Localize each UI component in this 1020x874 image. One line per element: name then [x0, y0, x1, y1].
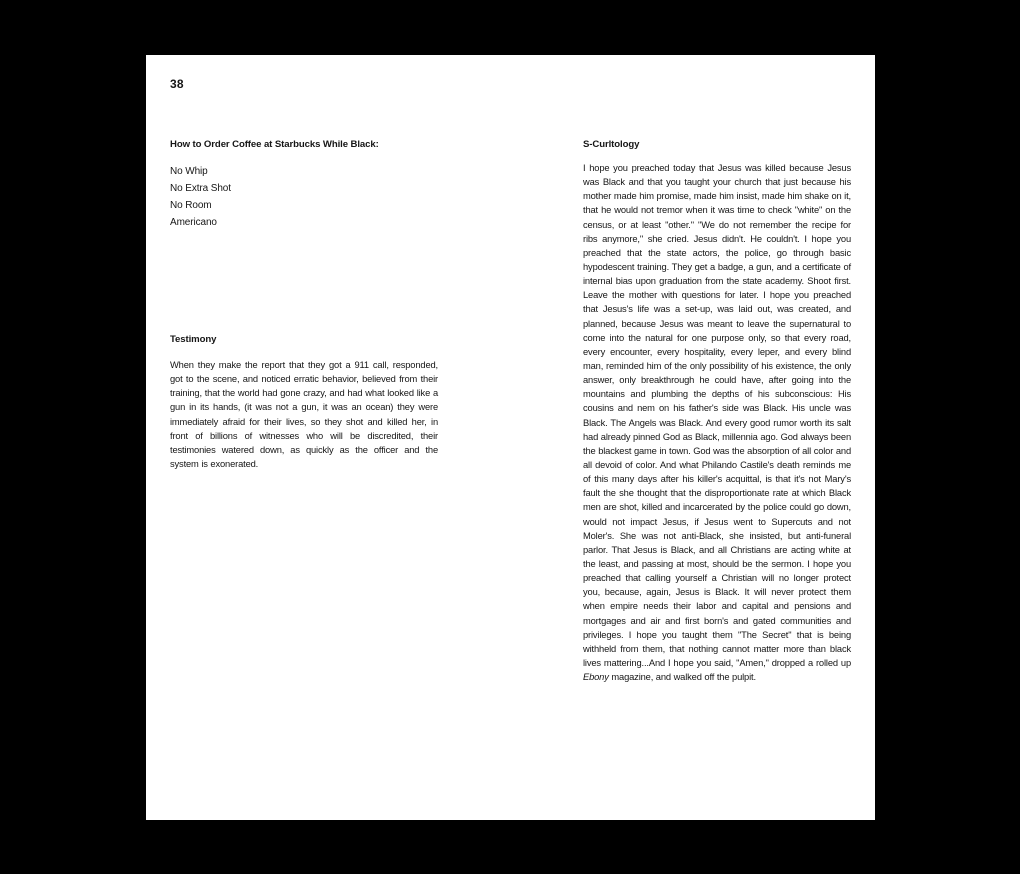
testimony-heading: Testimony [170, 334, 217, 345]
s-curltology-body [583, 161, 851, 684]
right-column [583, 139, 851, 684]
s-curltology-heading: S-Curltology [583, 139, 640, 150]
list-item: No Whip [170, 166, 208, 177]
left-column [170, 139, 438, 469]
magazine-title: Ebony [583, 672, 609, 683]
list-item: No Extra Shot [170, 183, 231, 194]
body-text-end: magazine, and walked off the pulpit. [608, 672, 756, 683]
list-item: No Room [170, 200, 212, 211]
testimony-body: When they make the report that they got a 911 call, responded, got to the scene, and noticed erratic behavior, believed from their training, that the world had gone crazy, and had what looked like a gun in its hands, (it was not a gun, it was an ocean) they were immediately afraid for their lives, so they shot and killed her, in front of billions of witnesses who will be discredited, their testimonies watered down, as quickly as the officer and the system is exonerated. [170, 360, 438, 469]
body-text: I hope you preached today that Jesus was killed because Jesus was Black and that you taught your church that just because his mother made him promise, made him insist, made him shake on it, that he would not tremor when it was time to check "white" on the census, or at least "other." "We do not remember the recipe for ribs anymore," she cried. Jesus didn't. He couldn't. I hope you preached that the state actors, the police, go through basic hypodescent training. They get a badge, a gun, and a certificate of internal bias upon graduation from the state academy. Shoot first. Leave the mother with questions for later. I hope you preached that Jesus's life was a set-up, was laid out, was created, and planned, because Jesus was meant to leave the supernatural to come into the natural for one purpose only, so that every road, every encounter, every hospitality, every leper, and every blind man, reminded him of the only possibility of his existence, the only answer, only breakthrough he could have, after going into the mountains and plumbing the depths of his subconscious: His cousins and nem on his father's side was Black. His uncle was Black. The Angels was Black. And every good rumor worth its salt had already pinned God as Black, millennia ago. God always been the blackest game in town. God was the absorption of all color and all devoid of color. And what Philando Castile's death reminds me of this many days after his killer's acquittal, is that it's not Mary's fault the she thought that the disproportionate rate at which Black men are shot, killed and incarcerated by the police could go down, would not impact Jesus, if Jesus went to Supercuts and not Moler's. She was not anti-Black, she insisted, but anti-funeral parlor. That Jesus is Black, and all Christians are acting white at the least, and passing at most, should be the sermon. I hope you preached that calling yourself a Christian will no longer protect you, because, again, Jesus is Black. It will never protect them when empire needs their labor and capital and pensions and mortgages and air and first born's and gated communities and privileges. I hope you taught them "The Secret" that is being withheld from them, that nothing cannot matter more than black lives mattering...And I hope you said, "Amen," dropped a rolled up [583, 163, 851, 668]
page-number: 38 [170, 77, 184, 91]
list-item: Americano [170, 217, 217, 228]
coffee-order-list [170, 163, 438, 231]
testimony-section [170, 334, 438, 471]
coffee-order-heading: How to Order Coffee at Starbucks While Black: [170, 139, 379, 150]
book-page [146, 55, 875, 820]
